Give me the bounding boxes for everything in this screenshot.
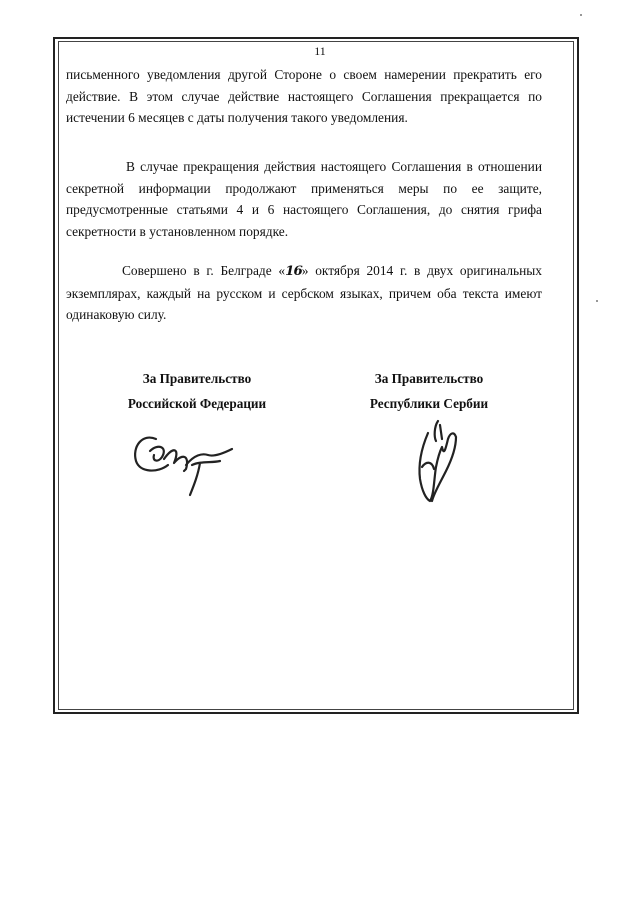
signature-heading-line1: За Правительство [142,371,252,386]
signature-serbia-icon [404,417,468,505]
signature-block-serbia [334,366,524,416]
page-number: 11 [314,44,326,58]
signature-heading-line2: Республики Сербии [369,396,489,411]
signature-block-russia [102,366,292,416]
signing-text-start: Совершено в г. Белграде « [122,263,286,278]
paragraph-termination: письменного уведомления другой Стороне о своем намерении прекратить его действие. В этом случае действие настоящего Соглашения прекращается по истечении 6 месяцев с даты получения такого уведомления. [66,67,542,125]
paragraph-protection: В случае прекращения действия настоящего Соглашения в отношении секретной информации продолжают применяться меры по ее защите, предусмотренные статьями 4 и 6 настоящего Соглашения, до снятия грифа секретности в установленном порядке. [66,159,542,239]
handwritten-day: 16 [285,263,302,279]
scan-speck [580,14,582,16]
paragraph-signing [66,260,542,326]
signature-heading-line2: Российской Федерации [127,396,267,411]
signature-russia-icon [128,425,236,497]
scan-speck [596,300,598,302]
signature-heading-line1: За Правительство [374,371,484,386]
signing-text-end: » октября 2014 г. в двух оригинальных экземплярах, каждый на русском и сербском языках, причем оба текста имеют одинаковую силу. [66,263,542,322]
